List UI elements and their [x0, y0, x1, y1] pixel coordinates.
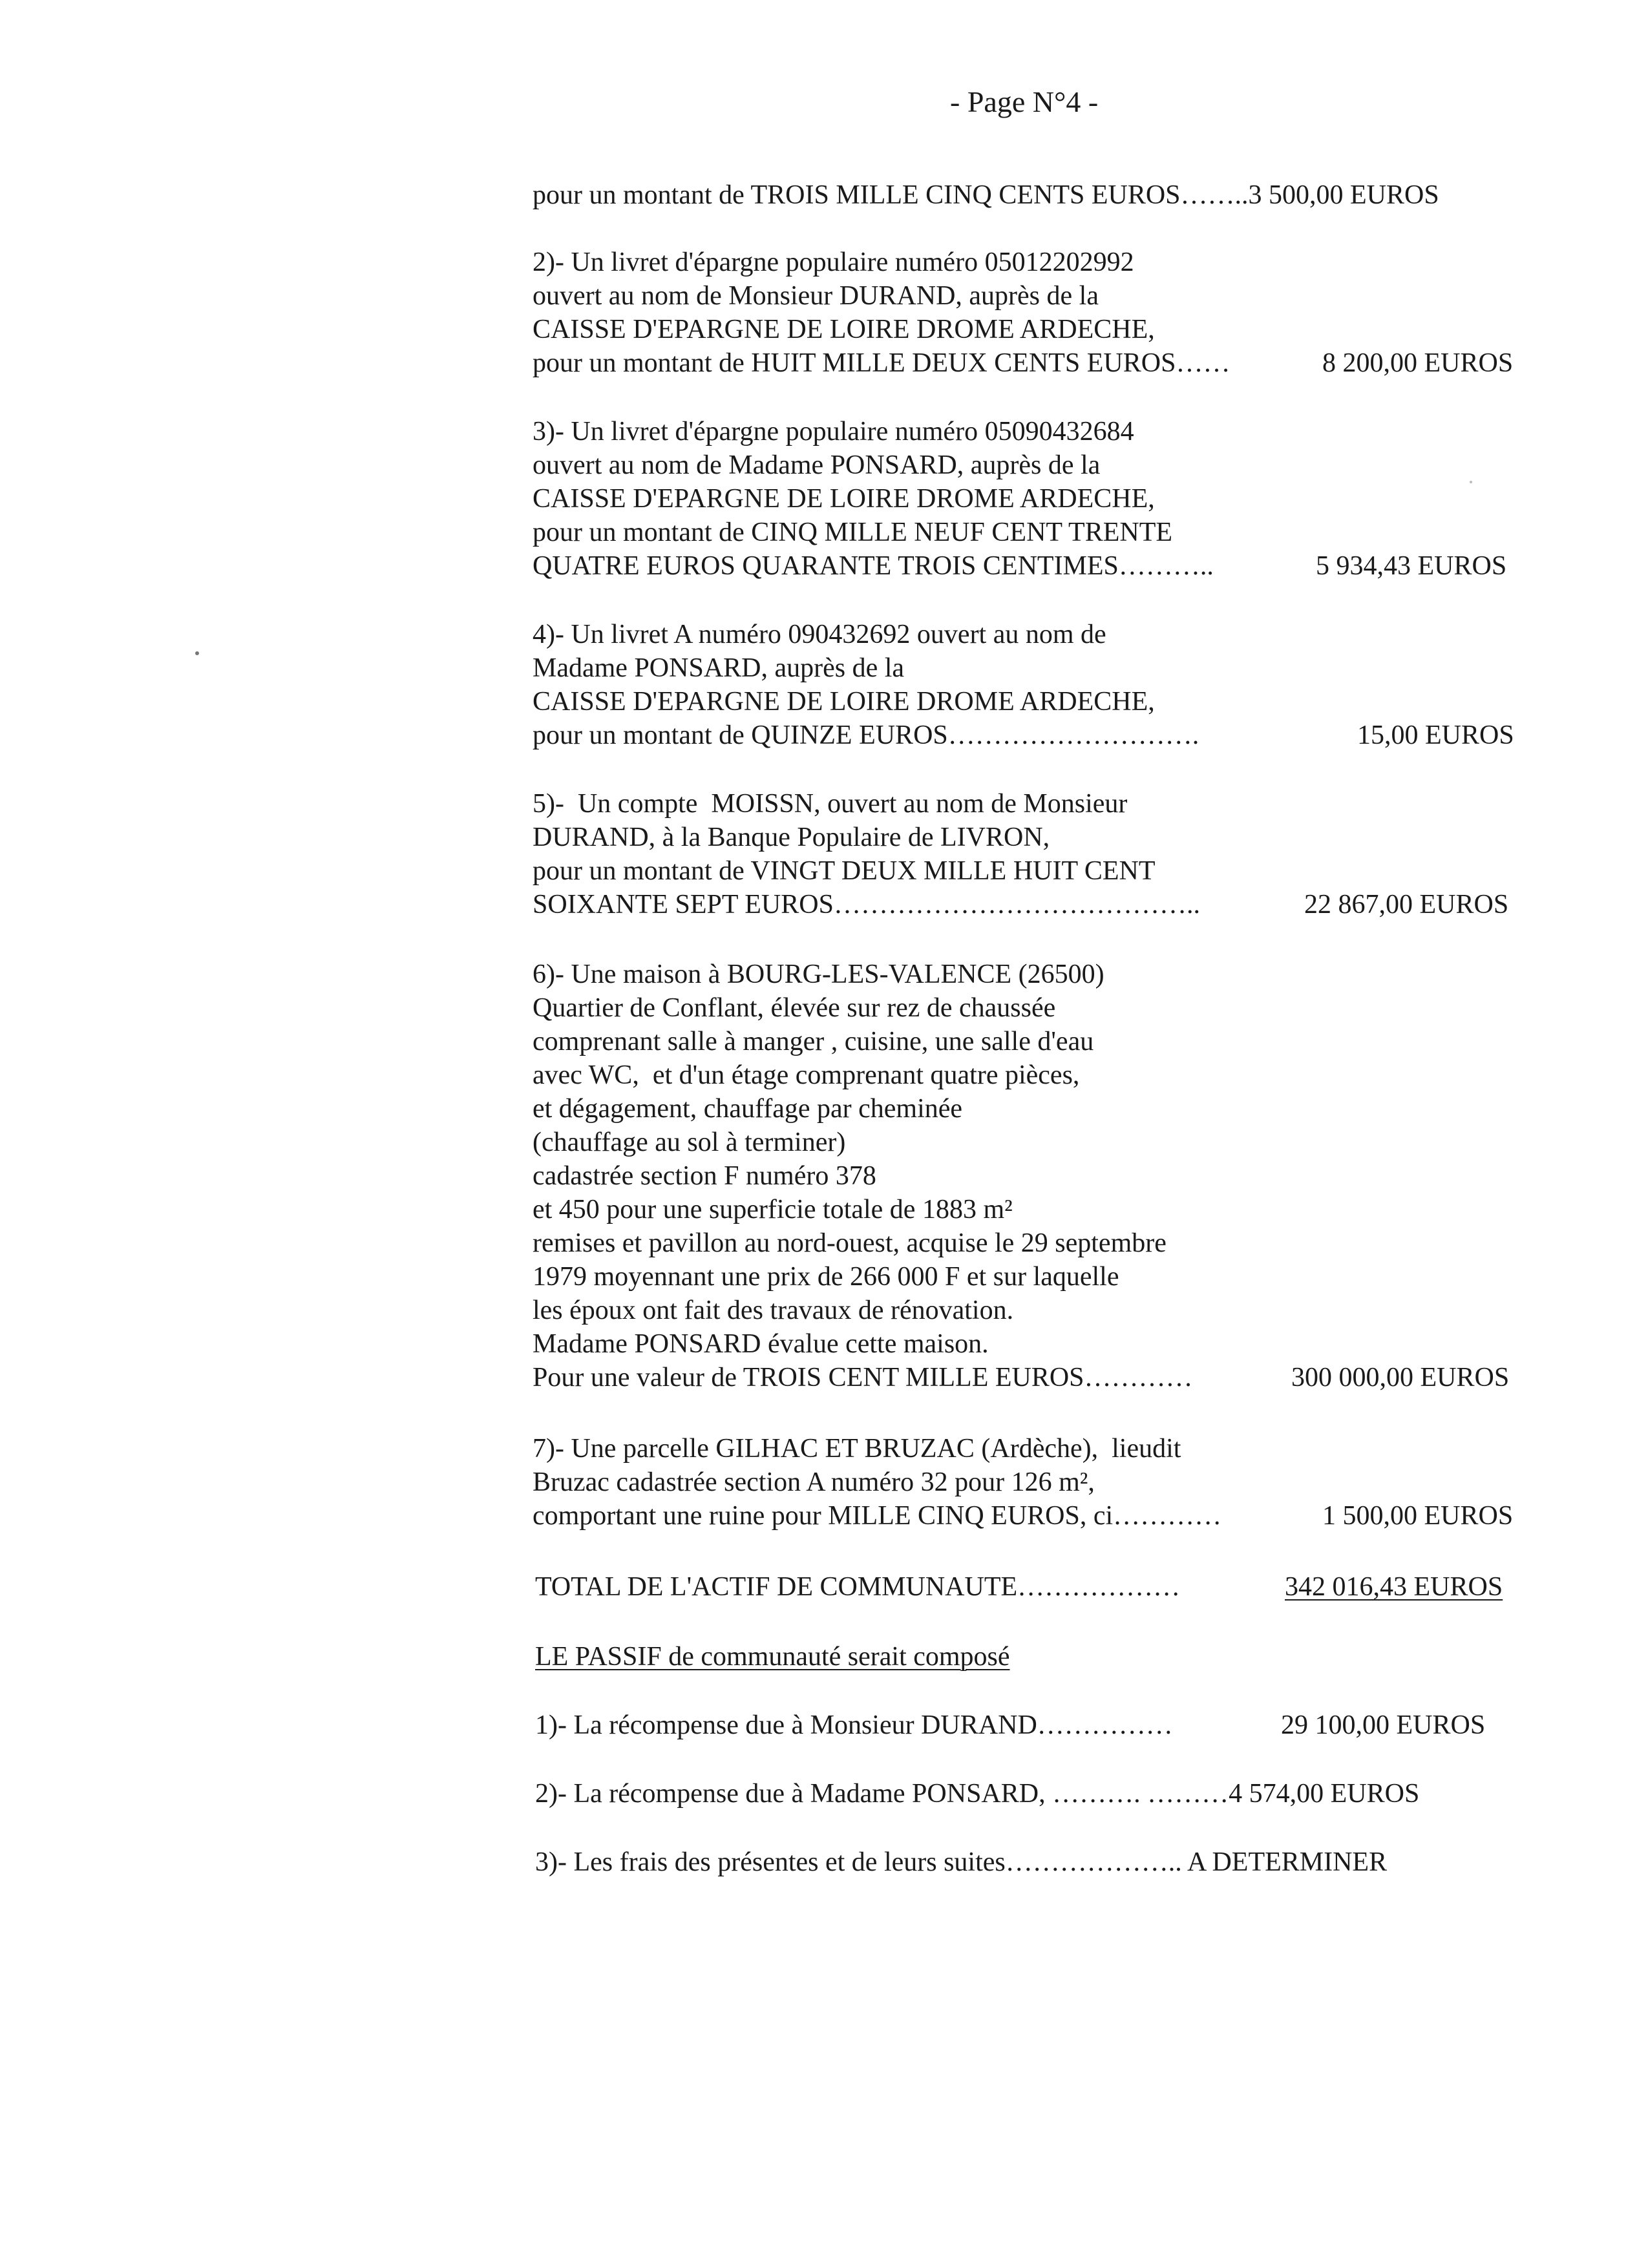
item-line: DURAND, à la Banque Populaire de LIVRON,	[533, 823, 1050, 852]
item-line: SOIXANTE SEPT EUROS…………………………………..	[533, 890, 1200, 919]
item-line: CAISSE D'EPARGNE DE LOIRE DROME ARDECHE,	[533, 484, 1155, 514]
item-line: CAISSE D'EPARGNE DE LOIRE DROME ARDECHE,	[533, 687, 1155, 717]
passif-amount: 29 100,00 EUROS	[1281, 1710, 1486, 1740]
item-line: 5)- Un compte MOISSN, ouvert au nom de Monsieur	[533, 789, 1128, 819]
item-line: remises et pavillon au nord-ouest, acquise le 29 septembre	[533, 1228, 1167, 1258]
item-line: cadastrée section F numéro 378	[533, 1161, 876, 1191]
item-line: comportant une ruine pour MILLE CINQ EUROS, ci…………	[533, 1501, 1222, 1531]
item-line: (chauffage au sol à terminer)	[533, 1128, 846, 1157]
total-actif-amount: 342 016,43 EUROS	[1285, 1572, 1503, 1602]
item-line: Pour une valeur de TROIS CENT MILLE EUROS…………	[533, 1363, 1193, 1392]
item-line: pour un montant de HUIT MILLE DEUX CENTS EUROS……	[533, 348, 1231, 378]
scan-speck	[195, 651, 199, 655]
item-line: pour un montant de VINGT DEUX MILLE HUIT CENT	[533, 856, 1156, 886]
item-line: Quartier de Conflant, élevée sur rez de chaussée	[533, 993, 1056, 1023]
item-line: Bruzac cadastrée section A numéro 32 pour 126 m²,	[533, 1467, 1095, 1497]
item-line: ouvert au nom de Monsieur DURAND, auprès de la	[533, 281, 1099, 311]
item-line: pour un montant de CINQ MILLE NEUF CENT TRENTE	[533, 518, 1173, 547]
item-amount: 300 000,00 EUROS	[1291, 1363, 1510, 1392]
total-actif-label: TOTAL DE L'ACTIF DE COMMUNAUTE………………	[535, 1572, 1181, 1602]
item-line: Madame PONSARD évalue cette maison.	[533, 1329, 989, 1359]
item-amount: 1 500,00 EUROS	[1322, 1501, 1514, 1531]
intro-line: pour un montant de TROIS MILLE CINQ CENTS EUROS……..3 500,00 EUROS	[533, 180, 1439, 210]
item-line: 7)- Une parcelle GILHAC ET BRUZAC (Ardèche), lieudit	[533, 1434, 1181, 1464]
item-line: 3)- Un livret d'épargne populaire numéro 05090432684	[533, 417, 1134, 446]
item-line: Madame PONSARD, auprès de la	[533, 653, 905, 683]
item-line: comprenant salle à manger , cuisine, une salle d'eau	[533, 1027, 1094, 1056]
item-line: 2)- Un livret d'épargne populaire numéro 05012202992	[533, 247, 1134, 277]
item-amount: 15,00 EUROS	[1357, 720, 1514, 750]
passif-label: 2)- La récompense due à Madame PONSARD, ………. ………4 574,00 EUROS	[535, 1779, 1420, 1809]
item-amount: 5 934,43 EUROS	[1316, 551, 1507, 581]
item-line: pour un montant de QUINZE EUROS……………………….	[533, 720, 1199, 750]
item-line: les époux ont fait des travaux de rénovation.	[533, 1296, 1014, 1325]
passif-label: 1)- La récompense due à Monsieur DURAND……………	[535, 1710, 1173, 1740]
item-line: avec WC, et d'un étage comprenant quatre pièces,	[533, 1060, 1080, 1090]
item-line: 6)- Une maison à BOURG-LES-VALENCE (26500)	[533, 960, 1104, 989]
item-amount: 8 200,00 EUROS	[1322, 348, 1514, 378]
item-line: et 450 pour une superficie totale de 1883 m²	[533, 1195, 1013, 1224]
item-amount: 22 867,00 EUROS	[1304, 890, 1509, 919]
item-line: ouvert au nom de Madame PONSARD, auprès de la	[533, 450, 1101, 480]
item-line: 4)- Un livret A numéro 090432692 ouvert au nom de	[533, 620, 1106, 649]
passif-label: 3)- Les frais des présentes et de leurs suites……………….. A DETERMINER	[535, 1847, 1388, 1877]
item-line: et dégagement, chauffage par cheminée	[533, 1094, 963, 1124]
page-title: - Page N°4 -	[950, 85, 1099, 118]
item-line: QUATRE EUROS QUARANTE TROIS CENTIMES………..	[533, 551, 1214, 581]
item-line: 1979 moyennant une prix de 266 000 F et sur laquelle	[533, 1262, 1119, 1292]
scan-speck	[1470, 481, 1472, 483]
passif-heading: LE PASSIF de communauté serait composé	[535, 1642, 1010, 1672]
item-line: CAISSE D'EPARGNE DE LOIRE DROME ARDECHE,	[533, 315, 1155, 344]
